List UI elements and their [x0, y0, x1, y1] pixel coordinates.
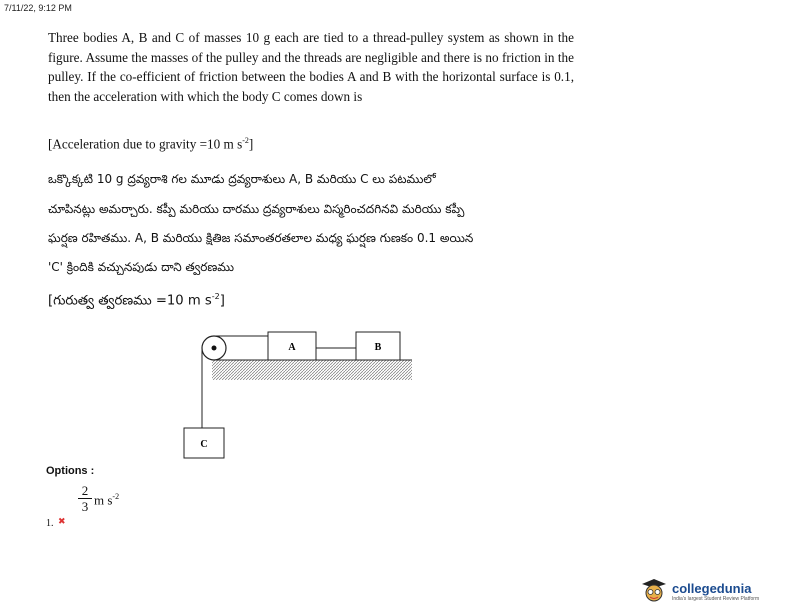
- timestamp: 7/11/22, 9:12 PM: [4, 3, 72, 13]
- block-c-label: C: [200, 439, 208, 450]
- option-unit: m $s^{-2}$: [94, 492, 120, 508]
- wrong-mark-icon: ✖: [58, 517, 66, 527]
- block-b-label: B: [374, 342, 382, 353]
- fraction-numerator: 2: [81, 483, 89, 498]
- telugu-gravity-suffix: ]: [219, 293, 225, 309]
- gravity-prefix: [Acceleration due to gravity =10 m s: [48, 136, 243, 152]
- option-fraction: [78, 484, 92, 513]
- collegedunia-logo: [638, 576, 786, 606]
- gravity-suffix: ]: [248, 136, 254, 152]
- telugu-gravity-prefix: [గురుత్వ త్వరణము =10 m s: [48, 293, 212, 309]
- option-1[interactable]: [46, 484, 246, 530]
- logo-name: collegedunia: [672, 581, 752, 596]
- mascot-icon: [638, 576, 670, 604]
- block-a-label: A: [288, 342, 296, 353]
- fraction-denominator: 3: [81, 499, 89, 514]
- gravity-note: [48, 136, 253, 152]
- telugu-line-2: చూపినట్లు అమర్చారు. కప్పీ మరియు దారము ద్రవ్యరాశులు విస్మరించదగినవి మరియు కప్పీ: [48, 202, 465, 216]
- telugu-gravity-note: [48, 292, 225, 311]
- telugu-line-1: ఒక్కొక్కటి 10 g ద్రవ్యరాశి గల మూడు ద్రవ్యరాశులు A, B మరియు C లు పటములో: [48, 172, 436, 186]
- question-paragraph: Three bodies A, B and C of masses 10 g each are tied to a thread-pulley system as shown in the figure. Assume the masses of the pulley and the threads are negligible and there is no friction in the pulley. If the co-efficient of friction between the bodies A and B with the horizontal surface is 0.1, then the acceleration with which the body C comes down is: [48, 30, 574, 104]
- horizontal-surface: [212, 360, 412, 380]
- pulley-figure: [180, 320, 430, 460]
- telugu-line-4: 'C' క్రిందికి వచ్చునపుడు దాని త్వరణము: [48, 260, 235, 274]
- telugu-gravity-exponent: -2: [211, 292, 220, 301]
- option-number: 1.: [46, 518, 54, 529]
- options-title: Options :: [46, 465, 95, 477]
- gravity-exponent: -2: [242, 136, 249, 145]
- telugu-line-3: ఘర్షణ రహితము. A, B మరియు క్షితిజ సమాంతరతలాల మధ్య ఘర్షణ గుణకం 0.1 అయిన: [48, 231, 474, 245]
- question-text-english: [48, 28, 574, 106]
- logo-tagline: India's largest Student Review Platform: [672, 596, 760, 602]
